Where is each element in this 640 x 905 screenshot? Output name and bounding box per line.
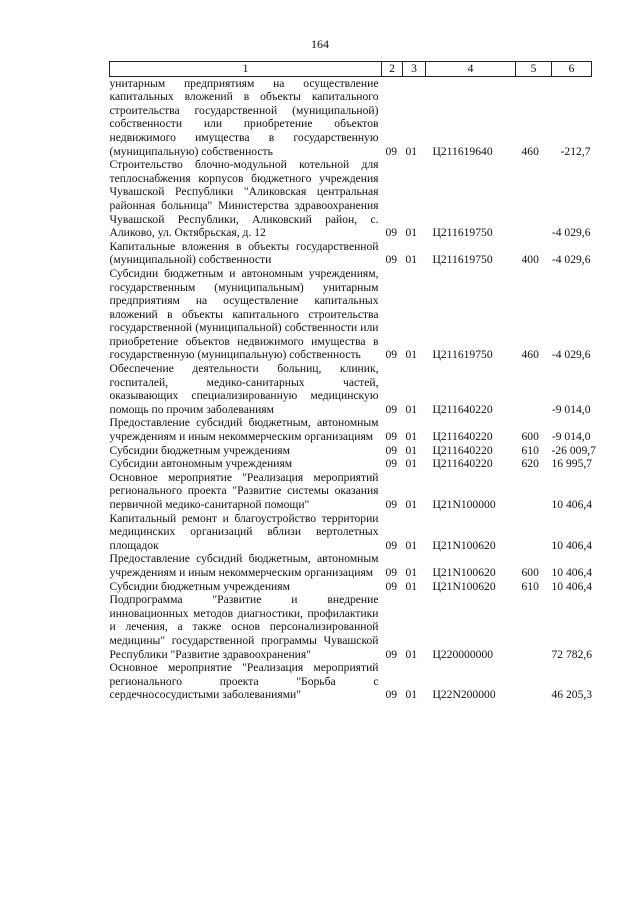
row-name: Капитальный ремонт и благоустройство территории медицинских организаций вблизи вертолетных площадок (109, 511, 379, 552)
target-article-code: Ц21N100620 (432, 579, 496, 593)
section-code: 09 (385, 348, 398, 362)
target-article-code: Ц21N100620 (432, 565, 496, 579)
row-name: Подпрограмма "Развитие и внедрение инновационных методов диагностики, профилактики и лечения, а также основ персонализированной медицины" государственной программы Чувашской Республики "Развитие здравоохранения" (109, 593, 379, 661)
amount: -26 009,7 (551, 443, 596, 457)
target-article-code: Ц211619750 (432, 253, 493, 267)
subsection-code: 01 (405, 565, 418, 579)
subsection-code: 01 (405, 253, 418, 267)
section-code: 09 (385, 457, 398, 471)
subsection-code: 01 (405, 443, 418, 457)
expense-type-code: 610 (521, 579, 539, 593)
row-name: унитарным предприятиям на осуществление капитальных вложений в объекты капитального строительства государственной (муниципальной) собственности или приобретение объектов недвижимого имущества в государственную (муниципальную) собственность (109, 76, 379, 158)
section-code: 09 (385, 430, 398, 444)
row-name: Капитальные вложения в объекты государственной (муниципальной) собственности (109, 239, 379, 267)
amount: 10 406,4 (551, 579, 593, 593)
budget-table (109, 61, 596, 702)
subsection-code: 01 (405, 430, 418, 444)
subsection-code: 01 (405, 538, 418, 552)
amount: 72 782,6 (551, 647, 593, 661)
section-code: 09 (385, 144, 398, 158)
target-article-code: Ц22N200000 (432, 688, 496, 702)
row-name: Субсидии бюджетным и автономным учреждениям, государственным (муниципальным) унитарным предприятиям на осуществление капитальных вложений в объекты капитального строительства государственной (муниципальной) собственности или приобретение объектов недвижимого имущества в государственную (муниципальную) собственность (109, 266, 379, 362)
column-header: 2 (382, 62, 403, 77)
amount: -212,7 (560, 144, 591, 158)
amount: -4 029,6 (551, 348, 591, 362)
subsection-code: 01 (405, 348, 418, 362)
column-header: 1 (110, 62, 382, 77)
expense-type-code: 600 (521, 565, 539, 579)
table-header-row (110, 62, 592, 77)
table-row (110, 158, 592, 240)
row-name: Основное мероприятие "Реализация мероприятий регионального проекта "Развитие системы оказания первичной медико-санитарной помощи" (109, 470, 379, 511)
expense-type-code (516, 512, 552, 553)
section-code: 09 (385, 226, 398, 240)
section-code: 09 (385, 565, 398, 579)
table-row (110, 444, 592, 458)
page-number: 164 (311, 37, 329, 51)
target-article-code: Ц211619750 (432, 226, 493, 240)
table-row (110, 76, 592, 158)
amount: 16 995,7 (551, 457, 593, 471)
target-article-code: Ц211640220 (432, 457, 493, 471)
expense-type-code: 610 (521, 443, 539, 457)
section-code: 09 (385, 647, 398, 661)
section-code: 09 (385, 443, 398, 457)
target-article-code: Ц21N100620 (432, 538, 496, 552)
table-row (110, 457, 592, 471)
column-header: 6 (552, 62, 592, 77)
section-code: 09 (385, 688, 398, 702)
table-row (110, 512, 592, 553)
row-name: Предоставление субсидий бюджетным, автономным учреждениям и иным некоммерческим организациям (109, 552, 379, 579)
table-row (110, 362, 592, 416)
section-code: 09 (385, 498, 398, 511)
row-name: Субсидии бюджетным учреждениям (109, 443, 290, 457)
table-row (110, 416, 592, 443)
target-article-code: Ц211619750 (432, 348, 493, 362)
subsection-code: 01 (405, 647, 418, 661)
target-article-code: Ц211619640 (432, 144, 493, 158)
row-name: Обеспечение деятельности больниц, клиник, госпиталей, медико-санитарных частей, оказывающих специализированную медицинскую помощь по прочим заболеваниям (109, 362, 379, 416)
table-row (110, 593, 592, 661)
amount: 10 406,4 (551, 565, 593, 579)
amount: 46 205,3 (551, 688, 593, 702)
table-row (110, 661, 592, 702)
subsection-code: 01 (405, 226, 418, 240)
target-article-code: Ц211640220 (432, 443, 493, 457)
amount: -4 029,6 (551, 226, 591, 240)
expense-type-code (516, 158, 552, 240)
row-name: Предоставление субсидий бюджетным, автономным учреждениям и иным некоммерческим организациям (109, 416, 379, 444)
expense-type-code: 600 (521, 430, 539, 444)
subsection-code: 01 (405, 498, 418, 511)
table-row (110, 580, 592, 594)
section-code: 09 (385, 579, 398, 593)
target-article-code: Ц211640220 (432, 402, 493, 416)
amount: -9 014,0 (551, 430, 591, 444)
expense-type-code (516, 661, 552, 702)
amount: 10 406,4 (551, 538, 593, 552)
table-row (110, 267, 592, 362)
expense-type-code: 400 (521, 253, 539, 267)
target-article-code: Ц220000000 (432, 647, 494, 661)
subsection-code: 01 (405, 402, 418, 416)
expense-type-code (516, 362, 552, 416)
table-row (110, 552, 592, 579)
expense-type-code (516, 593, 552, 661)
section-code: 09 (385, 538, 398, 552)
subsection-code: 01 (405, 457, 418, 471)
amount: -9 014,0 (551, 402, 591, 416)
expense-type-code: 460 (521, 144, 539, 158)
expense-type-code: 620 (521, 457, 539, 471)
row-name: Субсидии бюджетным учреждениям (109, 579, 290, 593)
column-header: 4 (426, 62, 516, 77)
table-row (110, 471, 592, 512)
expense-type-code (516, 471, 552, 512)
section-code: 09 (385, 402, 398, 416)
target-article-code: Ц211640220 (432, 430, 493, 444)
column-header: 3 (403, 62, 426, 77)
amount: -4 029,6 (551, 253, 591, 267)
row-name: Основное мероприятие "Реализация мероприятий регионального проекта "Борьба с сердечнососудистыми заболеваниями" (109, 661, 379, 702)
subsection-code: 01 (405, 579, 418, 593)
amount: 10 406,4 (551, 498, 593, 511)
row-name: Строительство блочно-модульной котельной для теплоснабжения корпусов бюджетного учреждения Чувашской Республики "Аликовская центральная районная больница" Министерства здравоохранения Чувашской Республики, Аликовский район, с. Аликово, ул. Октябрьская, д. 12 (109, 158, 379, 240)
table-body (109, 76, 596, 702)
expense-type-code: 460 (521, 348, 539, 362)
target-article-code: Ц21N100000 (432, 498, 496, 511)
section-code: 09 (385, 253, 398, 267)
subsection-code: 01 (405, 688, 418, 702)
subsection-code: 01 (405, 144, 418, 158)
row-name: Субсидии автономным учреждениям (109, 457, 293, 471)
table-row (110, 240, 592, 267)
column-header: 5 (516, 62, 552, 77)
